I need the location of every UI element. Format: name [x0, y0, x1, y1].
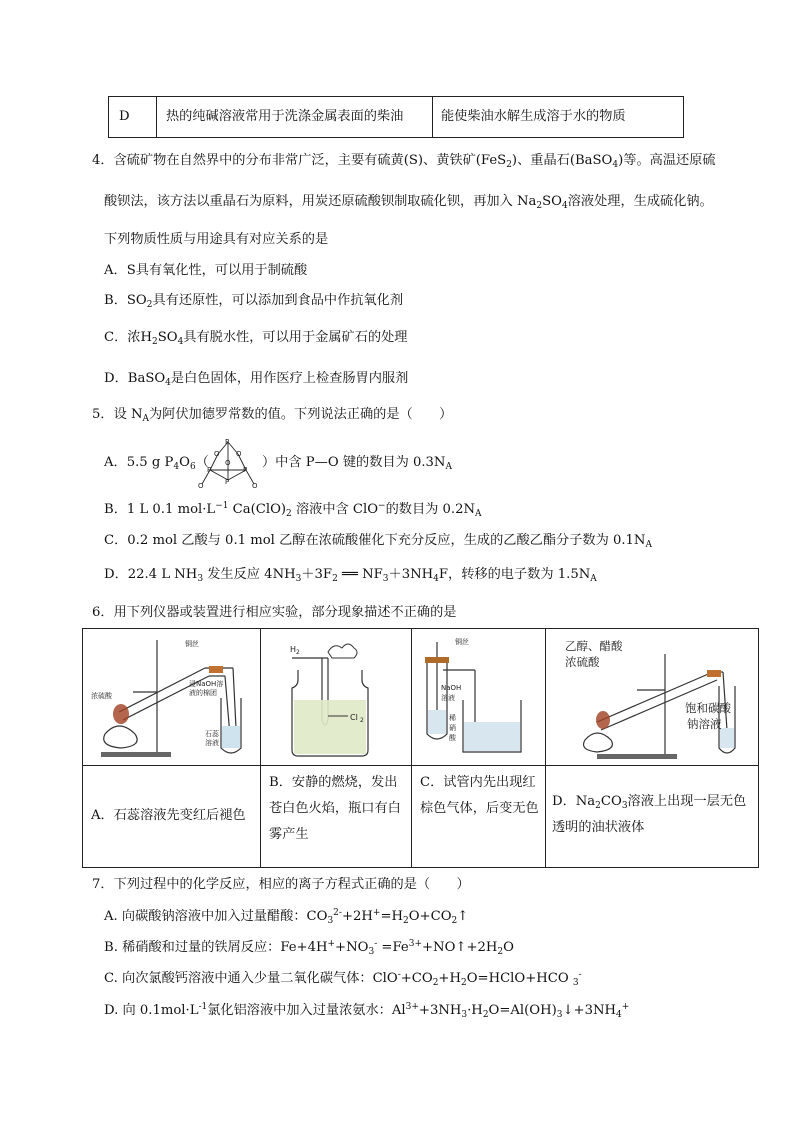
row-label: D — [119, 109, 130, 124]
apparatus-table — [82, 628, 759, 868]
q5-option-d: D．22.4 L $NH_3$ 发生反应 $4NH_3+3F_2$ ══ $NF_3+3NH_4F$，转移的电子数为 $1.5N_A$ — [104, 567, 597, 584]
table-row-d — [108, 96, 684, 138]
label-wire: 铜丝 — [455, 638, 469, 646]
q4-option-d: D．BaSO$_4$是白色固体，用作医疗上检查肠胃内服剂 — [104, 371, 409, 388]
label-h2-sub: 2 — [296, 649, 300, 656]
q5-option-a-tail: ）中含 P—O 键的数目为 $0.3N_A$ — [262, 455, 452, 472]
q4-stem-line2: 酸钡法，该方法以重晶石为原料，用炭还原硫酸钡制取硫化钡，再加入 $Na_2SO_4$溶液处理，生成硫化钠。 — [104, 194, 713, 211]
label-cl2-sub: 2 — [360, 717, 364, 724]
atom-o: O — [198, 482, 204, 490]
label-naoh: NaOH — [441, 684, 462, 692]
q6-desc-b: B．安静的燃烧，发出苍白色火焰，瓶口有白雾产生 — [269, 775, 401, 842]
q4-stem-line1: 4．含硫矿物在自然界中的分布非常广泛，主要有硫黄(S)、黄铁矿(FeS$_2$)、重晶石(BaSO$_4$)等。高温还原硫 — [92, 153, 716, 170]
label-conc-acid: 浓硫酸 — [565, 655, 600, 669]
q4-prompt: 下列物质性质与用途具有对应关系的是 — [104, 232, 329, 247]
q7-option-a: A. 向碳酸钠溶液中加入过量醋酸：$CO_3^{2-}+2H^+=H_2O+CO_2↑$ — [104, 908, 469, 926]
apparatus-a-diagram — [85, 630, 259, 764]
q6-desc-d: D．$Na_2CO_3$溶液上出现一层无色透明的油状液体 — [552, 794, 747, 835]
atom-o: O — [236, 450, 242, 458]
label-cotton: 液的棉团 — [189, 689, 217, 697]
row-fact: 热的纯碱溶液常用于洗涤金属表面的柴油 — [166, 109, 404, 124]
q5-option-b: B．1 L 0.1 $mol\cdot L^{-1}$ $Ca(ClO)_2$ 溶液中含 ClO−的数目为 $0.2N_A$ — [104, 501, 482, 519]
q4-option-a: A．S具有氧化性，可以用于制硫酸 — [104, 263, 308, 278]
label-dilute-acid: 稀 — [449, 714, 456, 722]
apparatus-c-diagram — [413, 630, 544, 764]
label-cl2: Cl — [350, 713, 358, 722]
atom-p: P — [207, 466, 212, 474]
atom-o: O — [214, 450, 220, 458]
q6-stem: 6．用下列仪器或装置进行相应实验，部分现象描述不正确的是 — [92, 605, 457, 620]
label-wire: 铜丝 — [185, 640, 199, 648]
apparatus-d-diagram — [547, 630, 758, 764]
label-h2: H — [290, 645, 297, 654]
label-na2co3: 饱和碳酸 — [685, 701, 731, 715]
label-naoh: 溶液 — [441, 694, 455, 702]
q6-desc-a: A．石蕊溶液先变红后褪色 — [91, 808, 246, 823]
atom-o: O — [252, 482, 258, 490]
atom-p: P — [225, 438, 230, 446]
label-na2co3: 钠溶液 — [687, 717, 722, 731]
row-reason: 能使柴油水解生成溶于水的物质 — [441, 109, 626, 124]
q6-desc-c: C．试管内先出现红棕色气体，后变无色 — [420, 775, 539, 816]
q7-option-d: D. 向 $0.1mol\cdot L^{-1}$氯化铝溶液中加入过量浓氨水：$Al^{3+}+3NH_3\cdot H_2O=Al(OH)_3↓+3NH_4^+$ — [104, 1002, 630, 1020]
q5-option-c: C．0.2 mol 乙酸与 0.1 mol 乙醇在浓硫酸催化下充分反应，生成的乙酸乙酯分子数为 $0.1N_A$ — [104, 533, 652, 550]
q5-option-a: A．5.5 g $P_4O_6$（ — [104, 455, 209, 472]
label-dilute-acid: 酸 — [449, 734, 456, 742]
apparatus-b-diagram — [262, 630, 410, 764]
q5-stem: 5．设 $N_A$为阿伏加德罗常数的值。下列说法正确的是（ ） — [92, 407, 453, 424]
q7-option-b: B. 稀硝酸和过量的铁屑反应：$Fe+4H^++NO_3^-$ $=Fe^{3+}+NO↑+2H_2O$ — [104, 939, 514, 957]
atom-p: P — [225, 478, 230, 486]
label-conc-acid: 浓硫酸 — [91, 692, 112, 700]
atom-p: P — [243, 466, 248, 474]
label-litmus: 溶液 — [205, 739, 219, 747]
label-cotton: 浸NaOH溶 — [189, 680, 224, 688]
p4o6-structure-diagram — [196, 434, 260, 492]
q7-option-c: C. 向次氯酸钙溶液中通入少量二氧化碳气体：$ClO^-+CO_2+H_2O=HClO+HCO$ $_3$- — [104, 970, 582, 988]
atom-o: O — [225, 459, 231, 467]
q7-stem: 7．下列过程中的化学反应，相应的离子方程式正确的是（ ） — [92, 877, 470, 892]
label-reactants: 乙醇、醋酸 — [565, 639, 623, 653]
label-dilute-acid: 硝 — [449, 724, 456, 732]
q4-option-b: B．$SO_2$具有还原性，可以添加到食品中作抗氧化剂 — [104, 293, 404, 310]
label-litmus: 石蕊 — [205, 730, 219, 738]
q4-option-c: C．浓$H_2SO_4$具有脱水性，可以用于金属矿石的处理 — [104, 330, 408, 347]
